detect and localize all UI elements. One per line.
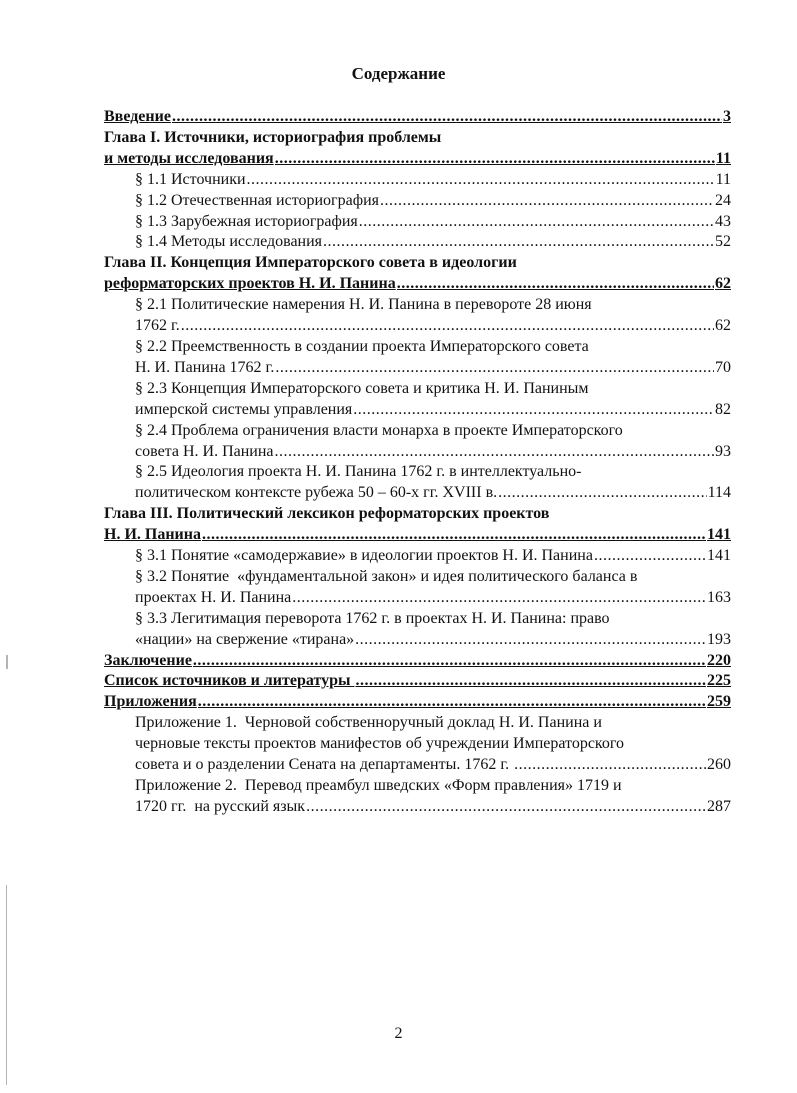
dot-leader [353,400,714,421]
toc-line [135,170,731,191]
toc-entry-text: § 1.1 Источники [135,170,246,188]
toc-page-number: 3 [723,108,731,125]
toc-section [104,212,731,233]
toc-entry-text: Н. И. Панина [104,526,201,544]
dot-leader [247,170,715,191]
toc-line [135,797,731,818]
dot-leader [292,588,706,609]
toc-entry-text: § 1.3 Зарубежная историография [135,212,358,230]
toc-entry-text: § 1.2 Отечественная историография [135,191,379,209]
dot-leader [397,274,714,295]
dot-leader [181,316,714,337]
toc-line [104,692,731,713]
toc-entry-text: проектах Н. И. Панина [135,588,292,606]
toc-section [104,191,731,212]
toc-page-number: 82 [715,400,731,418]
toc-entry-text: Н. И. Панина 1762 г. [135,358,275,376]
toc-line [104,107,731,128]
toc-line [135,713,731,734]
toc-chapter [104,692,731,713]
table-of-contents [104,107,731,818]
toc-section [104,567,731,609]
toc-page-number: 62 [715,275,731,293]
toc-entry-text: § 3.3 Легитимация переворота 1762 г. в проектах Н. И. Панина: право [135,609,610,627]
toc-entry-text: Глава III. Политический лексикон реформаторских проектов [104,505,550,523]
toc-line [135,734,731,755]
toc-line [135,776,731,797]
toc-line [135,337,731,358]
toc-page-number: 114 [707,484,731,502]
toc-entry-text: Введение [104,108,171,125]
toc-entry-text: Глава II. Концепция Императорского совета в идеологии [104,254,517,272]
toc-chapter [104,671,731,692]
toc-line [135,358,731,379]
toc-entry-text: § 2.2 Преемственность в создании проекта Императорского совета [135,337,589,355]
toc-entry-text: Приложение 2. Перевод преамбул шведских «Форм правления» 1719 и [135,777,622,794]
toc-section [104,170,731,191]
toc-line [135,379,731,400]
toc-line [135,442,731,463]
dot-leader [275,149,715,170]
toc-section [104,713,731,776]
toc-entry-text: § 2.5 Идеология проекта Н. И. Панина 1762 г. в интеллектуально- [135,463,582,481]
toc-section [104,337,731,379]
toc-entry-text: Заключение [104,651,192,669]
scan-artifact [6,885,7,1085]
toc-page-number: 225 [707,672,731,690]
dot-leader [202,525,706,546]
toc-entry-text: § 2.1 Политические намерения Н. И. Панина в перевороте 28 июня [135,296,592,314]
toc-page-number: 70 [715,358,731,376]
toc-page-number: 141 [707,526,731,544]
toc-line [135,212,731,233]
toc-line [135,546,731,567]
toc-entry-text: § 3.1 Понятие «самодержавие» в идеологии проектов Н. И. Панина [135,547,593,565]
page-number: 2 [394,1025,403,1042]
toc-page-number: 260 [707,756,731,774]
toc-entry-text: реформаторских проектов Н. И. Панина [104,275,396,293]
toc-section [104,462,731,504]
toc-line [104,128,731,149]
dot-leader [355,630,706,651]
toc-line [135,316,731,337]
dot-leader [594,546,706,567]
toc-line [135,609,731,630]
toc-entry-text: политическом контексте рубежа 50 – 60-х гг. XVIII в. [135,484,498,502]
dot-leader [275,358,714,379]
page-title: Содержание [351,64,446,83]
toc-chapter [104,253,731,295]
toc-page-number: 43 [715,212,731,230]
toc-entry-text: совета и о разделении Сената на департаменты. 1762 г. [135,756,514,774]
toc-entry-text: Приложения [104,693,197,711]
toc-page-number: 11 [715,149,731,167]
toc-page-number: 163 [707,588,731,606]
toc-line [104,671,731,692]
dot-leader [193,651,706,672]
toc-entry-text: совета Н. И. Панина [135,442,274,460]
dot-leader [355,671,706,692]
toc-page-number: 259 [707,693,731,711]
dot-leader [198,692,706,713]
toc-page-number: 220 [707,651,731,669]
dot-leader [359,212,714,233]
toc-page-number: 141 [707,547,731,565]
toc-section [104,421,731,463]
toc-page-number: 287 [707,797,731,815]
toc-section [104,295,731,337]
dot-leader [498,483,706,504]
toc-page-number: 62 [715,317,731,335]
scan-artifact [6,655,8,669]
toc-line [104,651,731,672]
toc-entry-text: 1762 г. [135,317,180,335]
toc-chapter [104,504,731,546]
toc-page-number: 93 [715,442,731,460]
toc-line [135,567,731,588]
toc-entry-text: 1720 гг. на русский язык [135,797,306,815]
toc-line [135,232,731,253]
toc-line [135,191,731,212]
toc-line [104,149,731,170]
toc-line [135,588,731,609]
dot-leader [275,442,714,463]
toc-entry-text: § 3.2 Понятие «фундаментальной закон» и идея политического баланса в [135,567,638,585]
toc-entry-text: имперской системы управления [135,400,353,418]
toc-entry-text: Приложение 1. Черновой собственноручный доклад Н. И. Панина и [135,714,602,732]
toc-section [104,609,731,651]
toc-section [104,379,731,421]
toc-page-number: 24 [715,191,731,209]
toc-line [135,462,731,483]
toc-entry-text: § 1.4 Методы исследования [135,233,323,251]
toc-section [104,232,731,253]
dot-leader [306,797,706,818]
dot-leader [514,755,706,776]
toc-line [135,630,731,651]
toc-line [104,525,731,546]
toc-line [135,295,731,316]
toc-page-number: 52 [715,233,731,251]
toc-entry-text: черновые тексты проектов манифестов об учреждении Императорского [135,735,625,753]
toc-line [135,483,731,504]
toc-section [104,546,731,567]
dot-leader [323,232,714,253]
toc-line [104,274,731,295]
toc-page-number: 193 [707,630,731,648]
toc-entry-text: § 2.3 Концепция Императорского совета и критика Н. И. Паниным [135,379,589,397]
toc-entry-text: Список источников и литературы [104,672,355,690]
toc-entry-text: и методы исследования [104,149,274,167]
toc-entry-text: «нации» на свержение «тирана» [135,630,355,648]
dot-leader [380,191,714,212]
toc-chapter [104,107,731,128]
toc-section [104,776,731,818]
toc-page-number: 11 [715,170,731,188]
toc-line [135,421,731,442]
toc-entry-text: Глава I. Источники, историография проблемы [104,128,442,146]
toc-chapter [104,651,731,672]
toc-chapter [104,128,731,170]
toc-line [104,253,731,274]
dot-leader [172,107,722,128]
toc-line [135,755,731,776]
toc-line [135,400,731,421]
toc-line [104,504,731,525]
toc-entry-text: § 2.4 Проблема ограничения власти монарха в проекте Императорского [135,421,623,439]
